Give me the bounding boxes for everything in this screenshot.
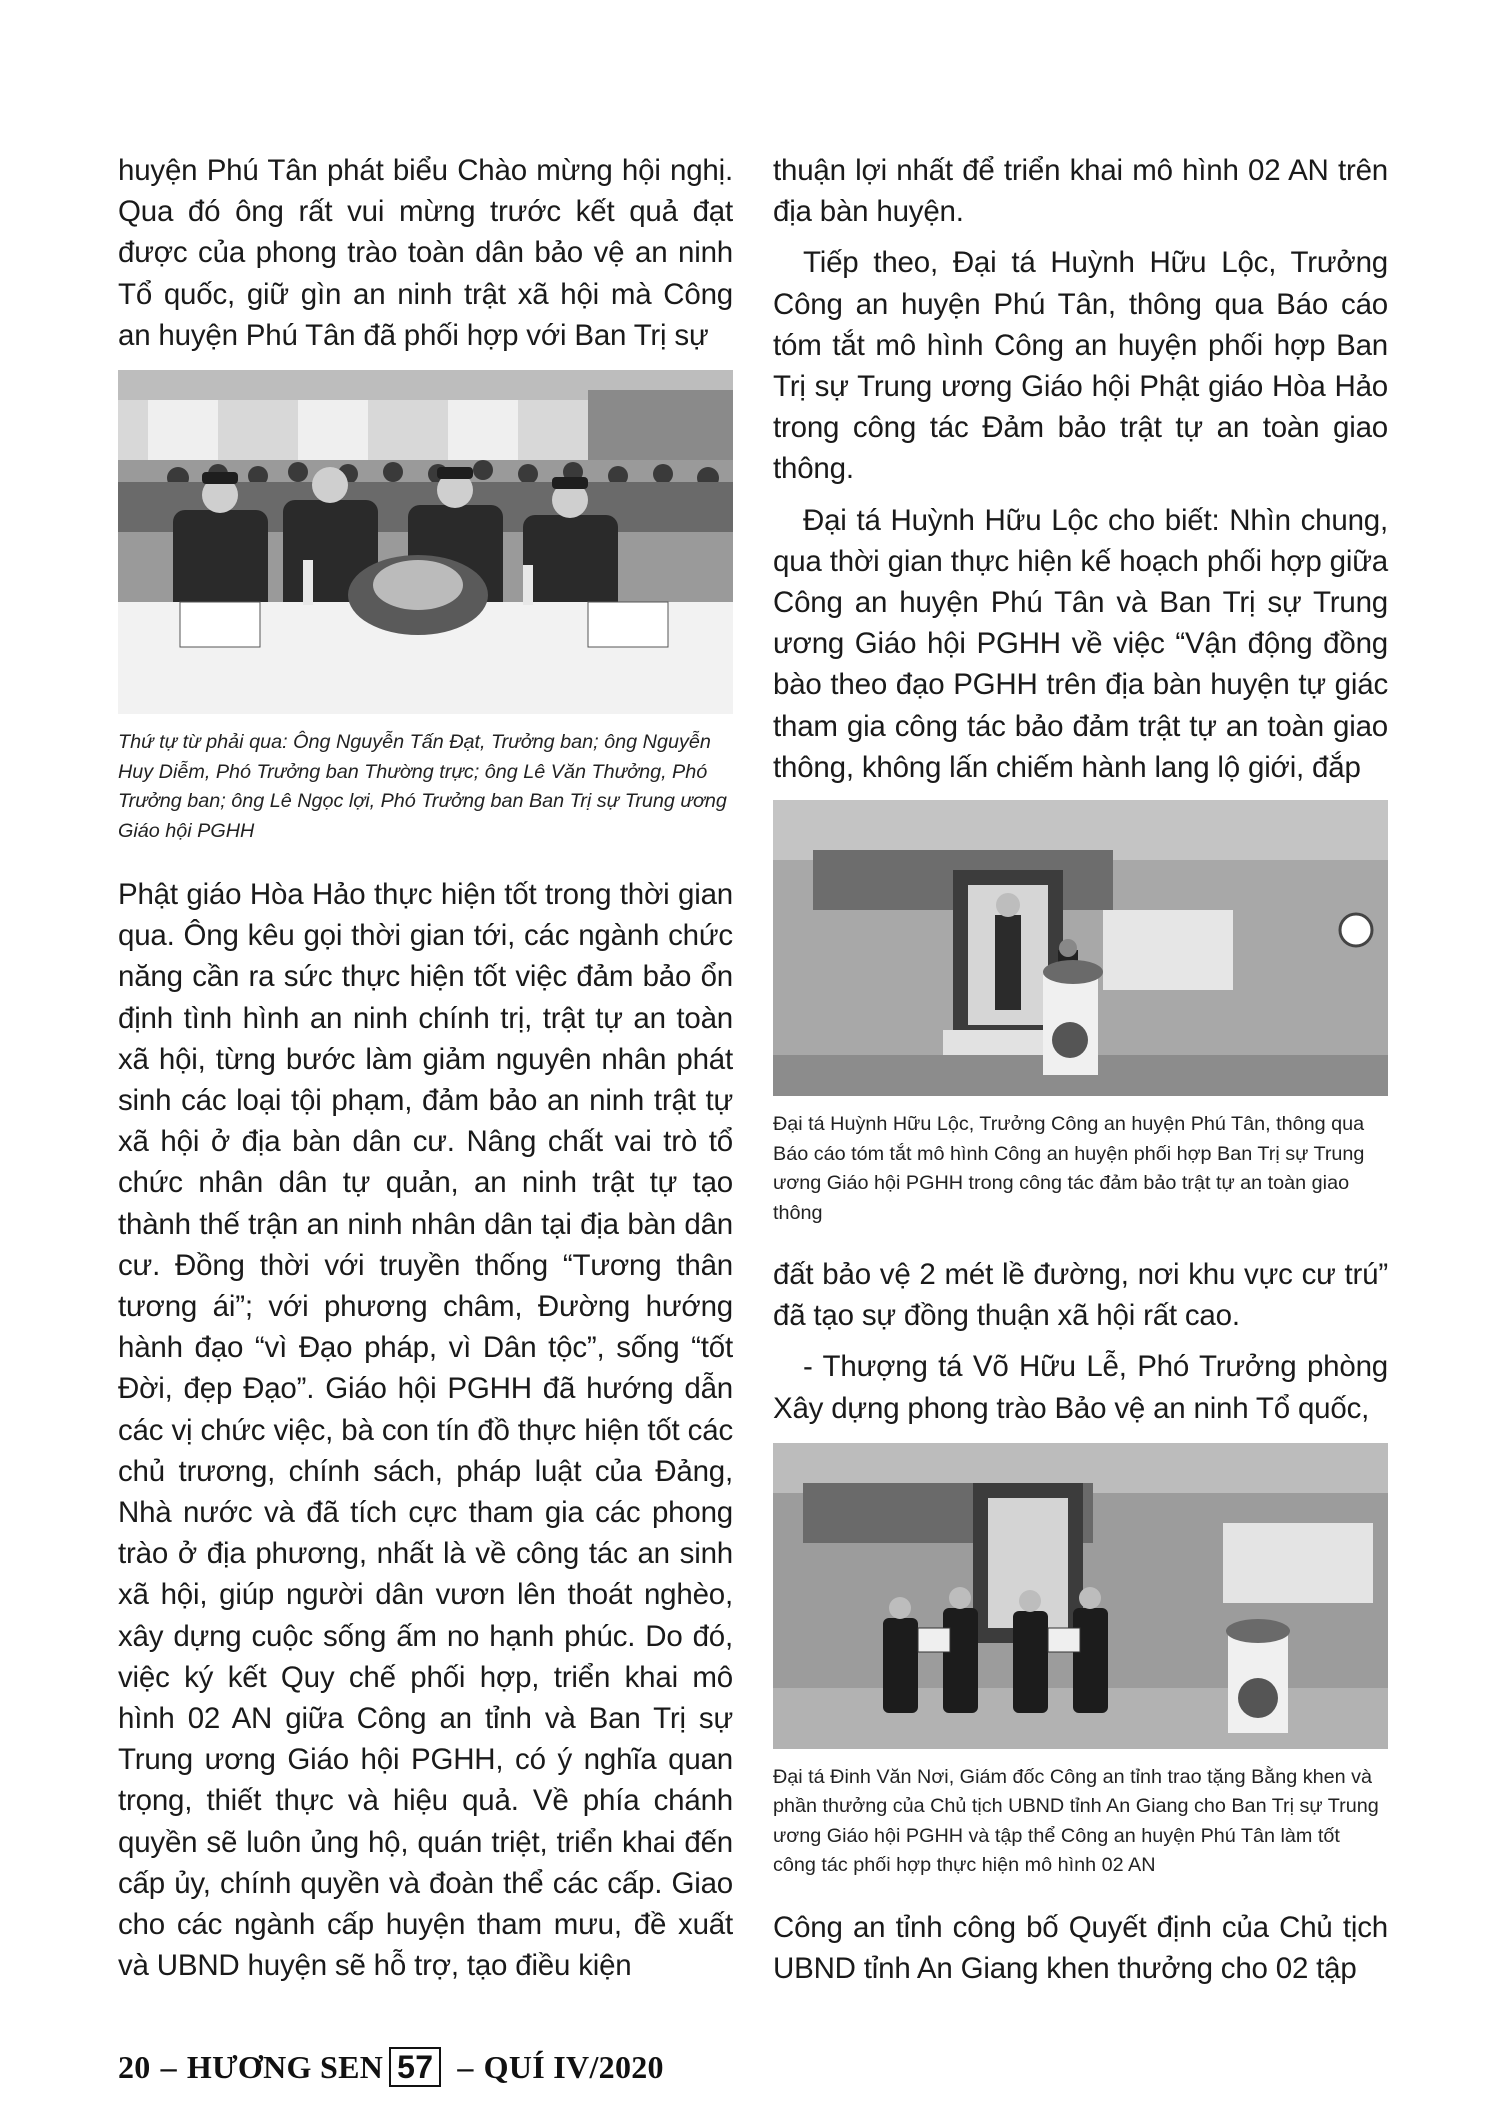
page-number: 20 (118, 2048, 151, 2085)
right-paragraph-4: đất bảo vệ 2 mét lề đường, nơi khu vực cư trú” đã tạo sự đồng thuận xã hội rất cao. (773, 1258, 1388, 1333)
footer-dash-1: – (160, 2048, 177, 2085)
award-ceremony-image (773, 1443, 1388, 1749)
right-paragraph-2: Tiếp theo, Đại tá Huỳnh Hữu Lộc, Trưởng Công an huyện Phú Tân, thông qua Báo cáo tóm tắt mô hình Công an huyện phối hợp Ban Trị sự Trung ương Giáo hội Phật giáo Hòa Hảo trong công tác Đảm bảo trật tự an toàn giao thông. (773, 246, 1388, 486)
speaker-podium-image (773, 800, 1388, 1096)
photo2-caption: Đại tá Huỳnh Hữu Lộc, Trưởng Công an huyện Phú Tân, thông qua Báo cáo tóm tắt mô hình Công an huyện phối hợp Ban Trị sự Trung ương Giáo hội PGHH trong công tác đảm bảo trật tự an toàn giao thông (773, 1113, 1365, 1224)
right-paragraph-1: thuận lợi nhất để triển khai mô hình 02 AN trên địa bàn huyện. (773, 154, 1388, 229)
magazine-name: HƯƠNG SEN (186, 2048, 384, 2085)
issue-number-box: 57 (389, 2047, 441, 2087)
photo-speaker-podium (773, 800, 1388, 1096)
right-paragraph-3: Đại tá Huỳnh Hữu Lộc cho biết: Nhìn chung, qua thời gian thực hiện kế hoạch phối hợp giữa Công an huyện Phú Tân và Ban Trị sự Trung ương Giáo hội PGHH về việc “Vận động đồng bào theo đạo PGHH trên địa bàn huyện tự giác tham gia công tác bảo đảm trật tự an toàn giao thông, không lấn chiếm hành lang lộ giới, đắp (773, 503, 1388, 784)
photo1-caption: Thứ tự từ phải qua: Ông Nguyễn Tấn Đạt, Trưởng ban; ông Nguyễn Huy Diễm, Phó Trưởng ban Thường trực; ông Lê Văn Thưởng, Phó Trưởng ban; ông Lê Ngọc lợi, Phó Trưởng ban Ban Trị sự Trung ương Giáo hội PGHH (118, 731, 727, 842)
right-paragraph-6: Công an tỉnh công bố Quyết định của Chủ tịch UBND tỉnh An Giang khen thưởng cho 02 tập (773, 1910, 1388, 1986)
right-paragraph-5: - Thượng tá Võ Hữu Lễ, Phó Trưởng phòng Xây dựng phong trào Bảo vệ an ninh Tổ quốc, (773, 1350, 1388, 1425)
photo-award-ceremony (773, 1443, 1388, 1749)
left-column (118, 150, 733, 1987)
photo-conference-audience (118, 370, 733, 714)
page-footer (118, 2042, 664, 2092)
right-column (773, 150, 1388, 1989)
main-paragraph: Phật giáo Hòa Hảo thực hiện tốt trong thời gian qua. Ông kêu gọi thời gian tới, các ngành chức năng cần ra sức thực hiện tốt việc đảm bảo ổn định tình hình an ninh chính trị, trật tự an toàn xã hội, từng bước làm giảm nguyên nhân phát sinh các loại tội phạm, đảm bảo an ninh trật tự xã hội ở địa bàn dân cư. Nâng chất vai trò tổ chức nhân dân tự quản, an ninh trật tự tạo thành thế trận an ninh nhân dân tại địa bàn dân cư. Đồng thời với truyền thống “Tương thân tương ái”; với phương châm, Đường hướng hành đạo “vì Đạo pháp, vì Dân tộc”, sống “tốt Đời, đẹp Đạo”. Giáo hội PGHH đã hướng dẫn các vị chức việc, bà con tín đồ thực hiện tốt các chủ trương, chính sách, pháp luật của Đảng, Nhà nước và đã tích cực tham gia các phong trào ở địa phương, nhất là về công tác an sinh xã hội, giúp người dân vươn lên thoát nghèo, xây dựng cuộc sống ấm no hạnh phúc. Do đó, việc ký kết Quy chế phối hợp, triển khai mô hình 02 AN giữa Công an tỉnh và Ban Trị sự Trung ương Giáo hội PGHH, có ý nghĩa quan trọng, thiết thực và hiệu quả. Về phía chánh quyền sẽ luôn ủng hộ, quán triệt, triển khai đến cấp ủy, chính quyền và đoàn thể các cấp. Giao cho các ngành cấp huyện tham mưu, đề xuất và UBND huyện sẽ hỗ trợ, tạo điều kiện (118, 878, 733, 1983)
footer-dash-2: – (457, 2048, 474, 2085)
photo3-caption: Đại tá Đinh Văn Nơi, Giám đốc Công an tỉnh trao tặng Bằng khen và phần thưởng của Chủ tịch UBND tỉnh An Giang cho Ban Trị sự Trung ương Giáo hội PGHH và tập thể Công an huyện Phú Tân làm tốt công tác phối hợp thực hiện mô hình 02 AN (773, 1765, 1379, 1877)
intro-paragraph: huyện Phú Tân phát biểu Chào mừng hội nghị. Qua đó ông rất vui mừng trước kết quả đạt được của phong trào toàn dân bảo vệ an ninh Tổ quốc, giữ gìn an ninh trật xã hội mà Công an huyện Phú Tân đã phối hợp với Ban Trị sự (118, 154, 733, 352)
issue-period: QUÍ IV/2020 (483, 2048, 664, 2085)
conference-audience-image (118, 370, 733, 714)
